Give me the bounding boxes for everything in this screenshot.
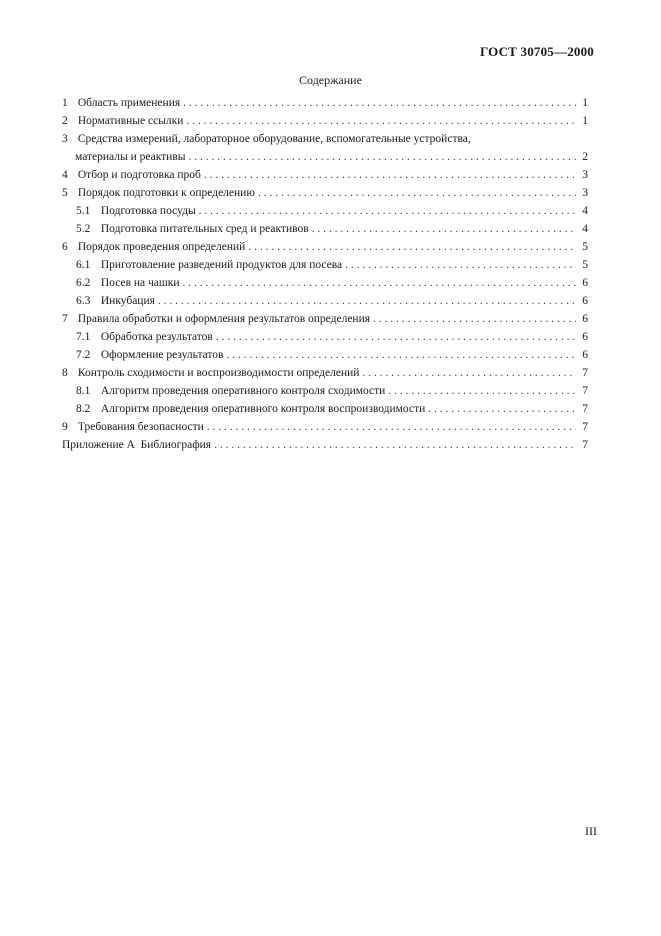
dot-leader <box>186 112 576 130</box>
toc-entry-text: Подготовка посуды <box>100 205 196 217</box>
toc-entry-text: Подготовка питательных сред и реактивов <box>100 223 309 235</box>
toc-entry-number: 4 <box>62 169 68 181</box>
toc-entry-text: Правила обработки и оформления результатов определения <box>77 313 371 325</box>
toc-entry-page: 7 <box>582 439 588 451</box>
document-code: ГОСТ 30705—2000 <box>479 44 594 59</box>
dot-leader <box>207 418 576 436</box>
toc-entry-number: 1 <box>62 97 68 109</box>
toc-entry-page: 1 <box>582 97 588 109</box>
toc-entry-page: 5 <box>582 259 588 271</box>
toc-entry-number: 3 <box>62 133 68 145</box>
toc-entry-number: 7.1 <box>76 331 91 343</box>
toc-entry-page: 4 <box>582 205 588 217</box>
toc-entry-number: 7.2 <box>76 349 91 361</box>
toc-entry-number: 6.3 <box>76 295 91 307</box>
dot-leader <box>248 238 576 256</box>
toc-entry-page: 5 <box>582 241 588 253</box>
toc-entry-3[interactable] <box>62 130 588 148</box>
dot-leader <box>158 292 576 310</box>
toc-entry-6-2[interactable] <box>62 274 588 292</box>
toc-entry-page: 1 <box>582 115 588 127</box>
toc-entry-number: 8 <box>62 367 68 379</box>
dot-leader <box>373 310 576 328</box>
toc-entry-text: Порядок подготовки к определению <box>77 187 255 199</box>
toc-entry-8-2[interactable] <box>62 400 588 418</box>
toc-entry-number: 6.1 <box>76 259 91 271</box>
toc-entry-page: 7 <box>582 385 588 397</box>
toc-entry-page: 3 <box>582 187 588 199</box>
toc-entry-number: 6.2 <box>76 277 91 289</box>
toc-entry-page: 7 <box>582 421 588 433</box>
dot-leader <box>216 328 576 346</box>
toc-entry-page: 7 <box>582 367 588 379</box>
toc-entry-number: 5.1 <box>76 205 91 217</box>
page-number: III <box>585 824 597 838</box>
dot-leader <box>183 94 576 112</box>
dot-leader <box>204 166 576 184</box>
dot-leader <box>183 274 577 292</box>
dot-leader <box>362 364 576 382</box>
dot-leader <box>312 220 576 238</box>
toc-entry-text: Алгоритм проведения оперативного контроля воспроизводимости <box>100 403 426 415</box>
toc-entry-number: 8.1 <box>76 385 91 397</box>
toc-entry-text: Обработка результатов <box>100 331 213 343</box>
toc-entry-text: Посев на чашки <box>100 277 180 289</box>
toc-entry-number: 6 <box>62 241 68 253</box>
toc-entry-page: 3 <box>582 169 588 181</box>
toc-entry-page: 6 <box>582 349 588 361</box>
toc-entry-page: 6 <box>582 331 588 343</box>
toc-entry-6-1[interactable] <box>62 256 588 274</box>
toc-entry-number: 5 <box>62 187 68 199</box>
toc-entry-number: 7 <box>62 313 68 325</box>
toc-entry-text: Требования безопасности <box>77 421 204 433</box>
dot-leader <box>345 256 576 274</box>
dot-leader <box>258 184 576 202</box>
toc-entry-text: Оформление результатов <box>100 349 224 361</box>
toc-entry-text: Порядок проведения определений <box>77 241 246 253</box>
toc-entry-8-1[interactable] <box>62 382 588 400</box>
toc-entry-7-2[interactable] <box>62 346 588 364</box>
toc-entry-number: 2 <box>62 115 68 127</box>
toc-entry-8[interactable] <box>62 364 588 382</box>
toc-entry-text: Библиография <box>140 439 212 451</box>
toc-entry-6-3[interactable] <box>62 292 588 310</box>
toc-entry-text: Приготовление разведений продуктов для посева <box>100 259 343 271</box>
toc-entry-page: 2 <box>582 151 588 163</box>
toc-entry-9[interactable] <box>62 418 588 436</box>
toc-title: Содержание <box>299 73 362 87</box>
toc-entry-3-continuation[interactable] <box>62 148 588 166</box>
toc-entry-5-1[interactable] <box>62 202 588 220</box>
dot-leader <box>214 436 576 454</box>
toc-entry-number: 5.2 <box>76 223 91 235</box>
toc-entry-text: Область применения <box>77 97 181 109</box>
table-of-contents <box>62 94 588 454</box>
toc-entry-text: Нормативные ссылки <box>77 115 184 127</box>
toc-entry-page: 4 <box>582 223 588 235</box>
toc-entry-1[interactable] <box>62 94 588 112</box>
toc-entry-5-2[interactable] <box>62 220 588 238</box>
toc-entry-text: Контроль сходимости и воспроизводимости определений <box>77 367 360 379</box>
toc-entry-text: Средства измерений, лабораторное оборудование, вспомогательные устройства, <box>77 133 471 145</box>
toc-entry-page: 6 <box>582 277 588 289</box>
toc-entry-page: 6 <box>582 313 588 325</box>
toc-entry-7-1[interactable] <box>62 328 588 346</box>
toc-entry-text-continuation: материалы и реактивы <box>75 151 186 163</box>
toc-entry-7[interactable] <box>62 310 588 328</box>
toc-entry-6[interactable] <box>62 238 588 256</box>
toc-entry-4[interactable] <box>62 166 588 184</box>
toc-entry-text: Алгоритм проведения оперативного контроля сходимости <box>100 385 386 397</box>
toc-entry-appendix-a[interactable] <box>62 436 588 454</box>
toc-entry-number: 9 <box>62 421 68 433</box>
toc-entry-page: 6 <box>582 295 588 307</box>
toc-entry-number: 8.2 <box>76 403 91 415</box>
toc-entry-text: Инкубация <box>100 295 155 307</box>
toc-entry-5[interactable] <box>62 184 588 202</box>
dot-leader <box>428 400 576 418</box>
dot-leader <box>189 148 577 166</box>
toc-entry-2[interactable] <box>62 112 588 130</box>
toc-entry-page: 7 <box>582 403 588 415</box>
toc-entry-number: Приложение А <box>62 439 135 451</box>
dot-leader <box>199 202 576 220</box>
toc-entry-text: Отбор и подготовка проб <box>77 169 201 181</box>
dot-leader <box>226 346 576 364</box>
dot-leader <box>388 382 576 400</box>
